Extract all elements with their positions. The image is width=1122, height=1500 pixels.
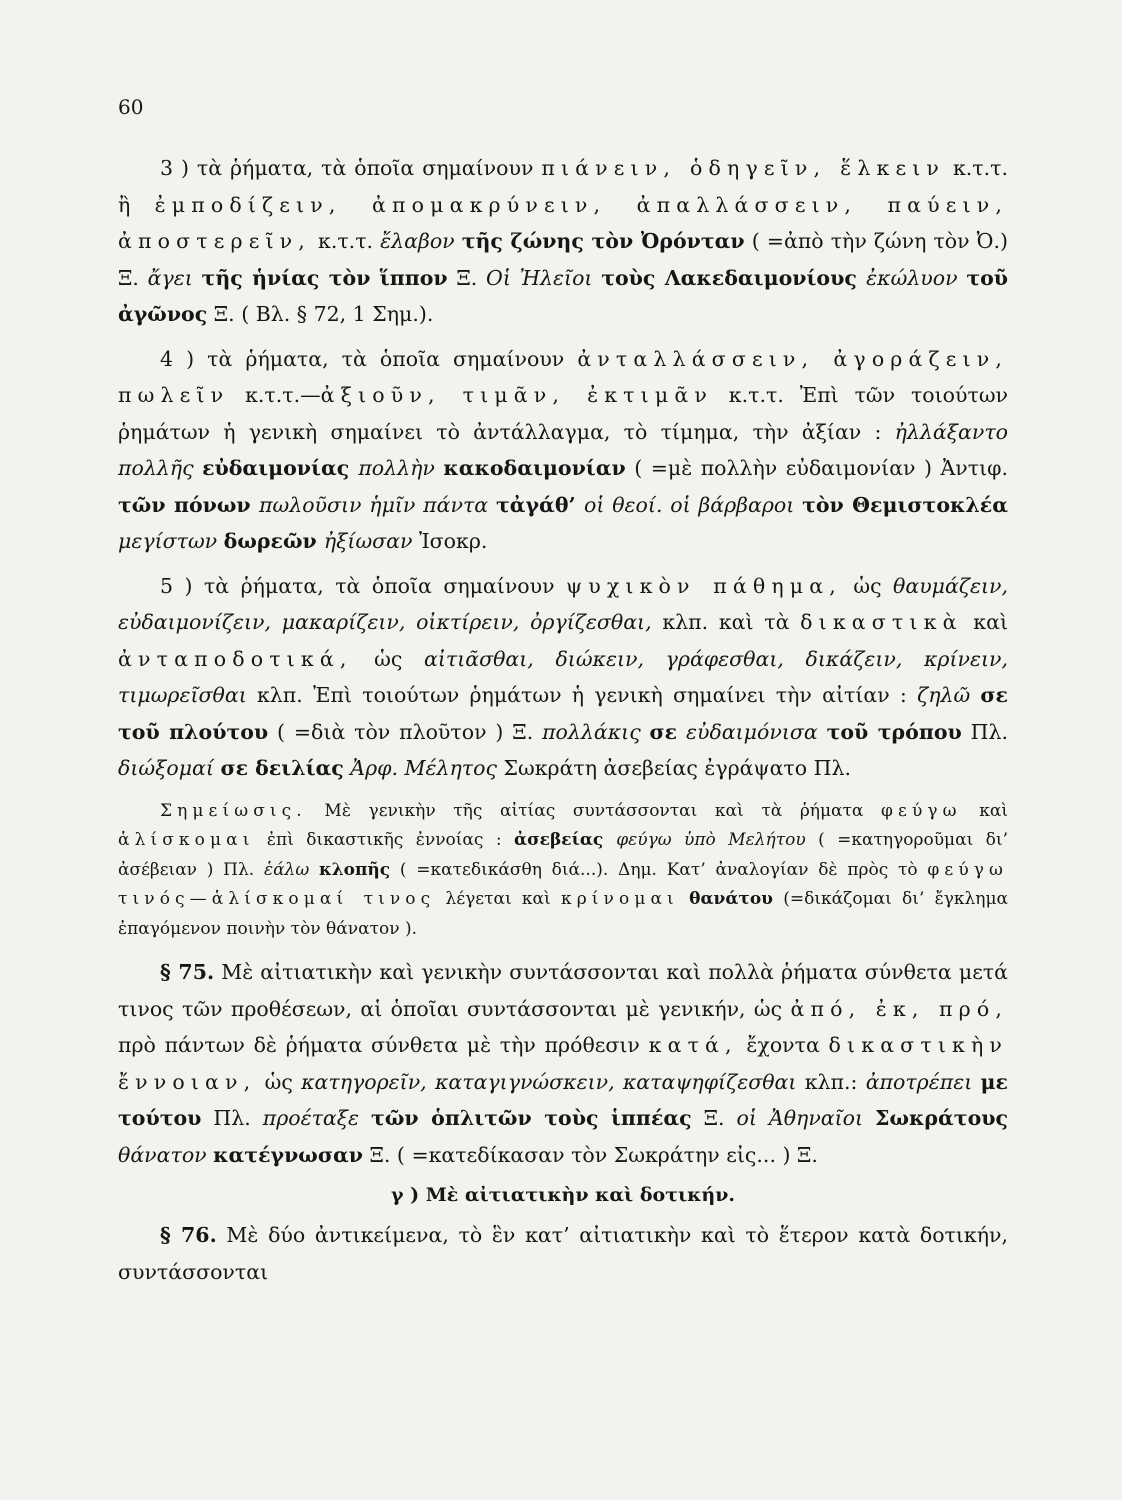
note-paragraph: Σημείωσις. Μὲ γενικὴν τῆς αἰτίας συντάσσονται καὶ τὰ ῥήματα φεύγω καὶ ἁλίσκομαι ἐπὶ δικαστικῆς ἐννοίας : ἀσεβείας φεύγω ὑπὸ Μελήτου ( =κατηγοροῦμαι δι’ ἀσέβειαν ) Πλ. ἑάλω κλοπῆς ( =κατεδικάσθη διά...). Δημ. Κατ’ ἀναλογίαν δὲ πρὸς τὸ φεύγω τινός—ἁλίσκομαί τινος λέγεται καὶ κρίνομαι θανάτου (=δικάζομαι δι’ ἔγκλημα ἐπαγόμενον ποινὴν τὸν θάνατον ). <box>118 800 1009 939</box>
page-number: 60 <box>118 95 144 119</box>
section-76: § 76. Μὲ δύο ἀντικείμενα, τὸ ἓν κατ’ αἰτιατικὴν καὶ τὸ ἕτερον κατὰ δοτικήν, συντάσσονται <box>118 1223 1008 1284</box>
page-body <box>118 150 1008 1290</box>
paragraph-5: 5 ) τὰ ῥήματα, τὰ ὁποῖα σημαίνουν ψυχικὸν πάθημα, ὡς θαυμάζειν, εὐδαιμονίζειν, μακαρίζειν, οἰκτίρειν, ὀργίζεσθαι, κλπ. καὶ τὰ δικαστικὰ καὶ ἀνταποδοτικά, ὡς αἰτιᾶσθαι, διώκειν, γράφεσθαι, δικάζειν, κρίνειν, τιμωρεῖσθαι κλπ. Ἐπὶ τοιούτων ῥημάτων ἡ γενικὴ σημαίνει τὴν αἰτίαν : ζηλῶ σε τοῦ πλούτου ( =διὰ τὸν πλοῦτον ) Ξ. πολλάκις σε εὐδαιμόνισα τοῦ τρόπου Πλ. διώξομαί σε δειλίας Ἀρφ. Μέλητος Σωκράτη ἀσεβείας ἐγράψατο Πλ. <box>118 573 1008 780</box>
paragraph-3: 3 ) τὰ ῥήματα, τὰ ὁποῖα σημαίνουν πιάνειν, ὁδηγεῖν, ἕλκειν κ.τ.τ. ἢ ἐμποδίζειν, ἀπομακρύνειν, ἀπαλλάσσειν, παύειν, ἀποστερεῖν, κ.τ.τ. ἔλαβον τῆς ζώνης τὸν Ὀρόνταν ( =ἀπὸ τὴν ζώνη τὸν Ὀ.) Ξ. ἄγει τῆς ἡνίας τὸν ἵππον Ξ. Οἱ Ἠλεῖοι τοὺς Λακεδαιμονίους ἐκώλυον τοῦ ἀγῶνος Ξ. ( Βλ. § 72, 1 Σημ.). <box>118 156 1009 326</box>
subheading-gamma: γ ) Μὲ αἰτιατικὴν καὶ δοτικήν. <box>390 1184 736 1206</box>
section-75: § 75. Μὲ αἰτιατικὴν καὶ γενικὴν συντάσσονται καὶ πολλὰ ῥήματα σύνθετα μετά τινος τῶν προθέσεων, αἱ ὁποῖαι συντάσσονται μὲ γενικήν, ὡς ἀπό, ἐκ, πρό, πρὸ πάντων δὲ ῥήματα σύνθετα μὲ τὴν πρόθεσιν κατά, ἔχοντα δικαστικὴν ἔννοιαν, ὡς κατηγορεῖν, καταγιγνώσκειν, καταψηφίζεσθαι κλπ.: ἀποτρέπει με τούτου Πλ. προέταξε τῶν ὁπλιτῶν τοὺς ἱππέας Ξ. οἱ Ἀθηναῖοι Σωκράτους θάνατον κατέγνωσαν Ξ. ( =κατεδίκασαν τὸν Σωκράτην εἰς... ) Ξ. <box>118 960 1009 1167</box>
paragraph-4: 4 ) τὰ ῥήματα, τὰ ὁποῖα σημαίνουν ἀνταλλάσσειν, ἀγοράζειν, πωλεῖν κ.τ.τ.—ἀξιοῦν, τιμᾶν, ἐκτιμᾶν κ.τ.τ. Ἐπὶ τῶν τοιούτων ῥημάτων ἡ γενικὴ σημαίνει τὸ ἀντάλλαγμα, τὸ τίμημα, τὴν ἀξίαν : ἠλλάξαντο πολλῆς εὐδαιμονίας πολλὴν κακοδαιμονίαν ( =μὲ πολλὴν εὐδαιμονίαν ) Ἀντιφ. τῶν πόνων πωλοῦσιν ἡμῖν πάντα τἀγάθ’ οἱ θεοί. οἱ βάρβαροι τὸν Θεμιστοκλέα μεγίστων δωρεῶν ἠξίωσαν Ἰσοκρ. <box>118 346 1008 553</box>
